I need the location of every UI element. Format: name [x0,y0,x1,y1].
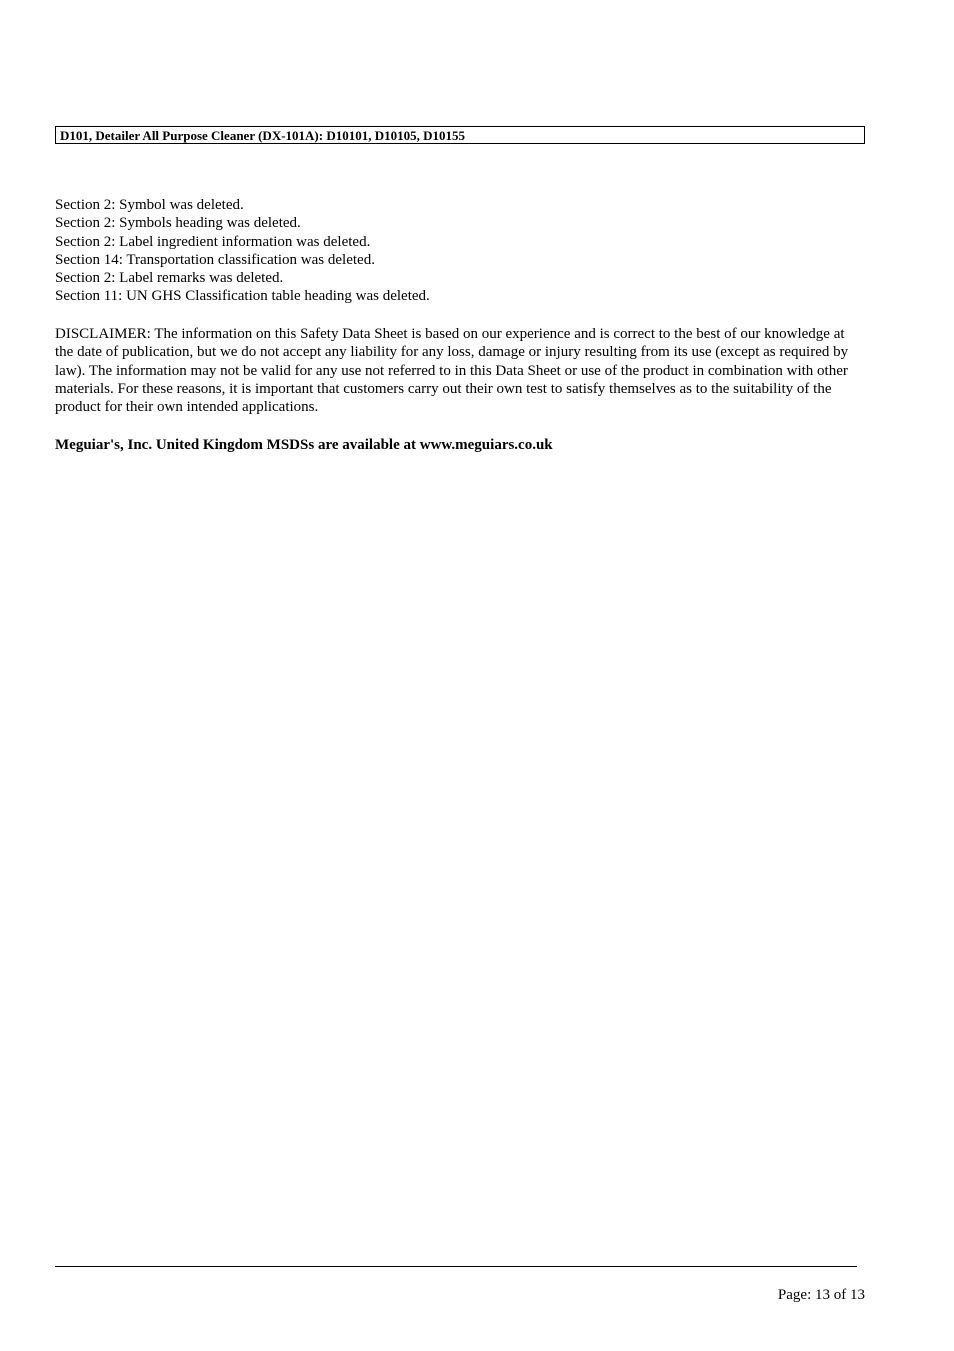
msds-availability-note: Meguiar's, Inc. United Kingdom MSDSs are available at www.meguiars.co.uk [55,437,553,453]
revision-change-item: Section 2: Label ingredient information was deleted. [55,233,371,250]
product-title: D101, Detailer All Purpose Cleaner (DX-101A): D10101, D10105, D10155 [60,128,465,143]
revision-change-item: Section 2: Symbol was deleted. [55,197,244,213]
revision-change-item: Section 11: UN GHS Classification table heading was deleted. [55,288,430,305]
revision-change-item: Section 14: Transportation classification was deleted. [55,251,375,268]
footer-divider [55,1266,857,1267]
page-number: Page: 13 of 13 [777,1287,865,1303]
disclaimer-paragraph: DISCLAIMER: The information on this Safety Data Sheet is based on our experience and is correct to the best of our knowledge at the date of publication, but we do not accept any liability for any loss, damage or injury resulting from its use (except as required by law). The information may not be valid for any use not referred to in this Data Sheet or use of the product in combination with other materials. For these reasons, it is important that customers carry out their own test to satisfy themselves as to the suitability of the product for their own intended applications. [55,326,849,416]
document-header [55,126,865,144]
revision-changes-list [55,196,855,306]
revision-change-item: Section 2: Label remarks was deleted. [55,270,284,287]
revision-change-item: Section 2: Symbols heading was deleted. [55,215,301,232]
